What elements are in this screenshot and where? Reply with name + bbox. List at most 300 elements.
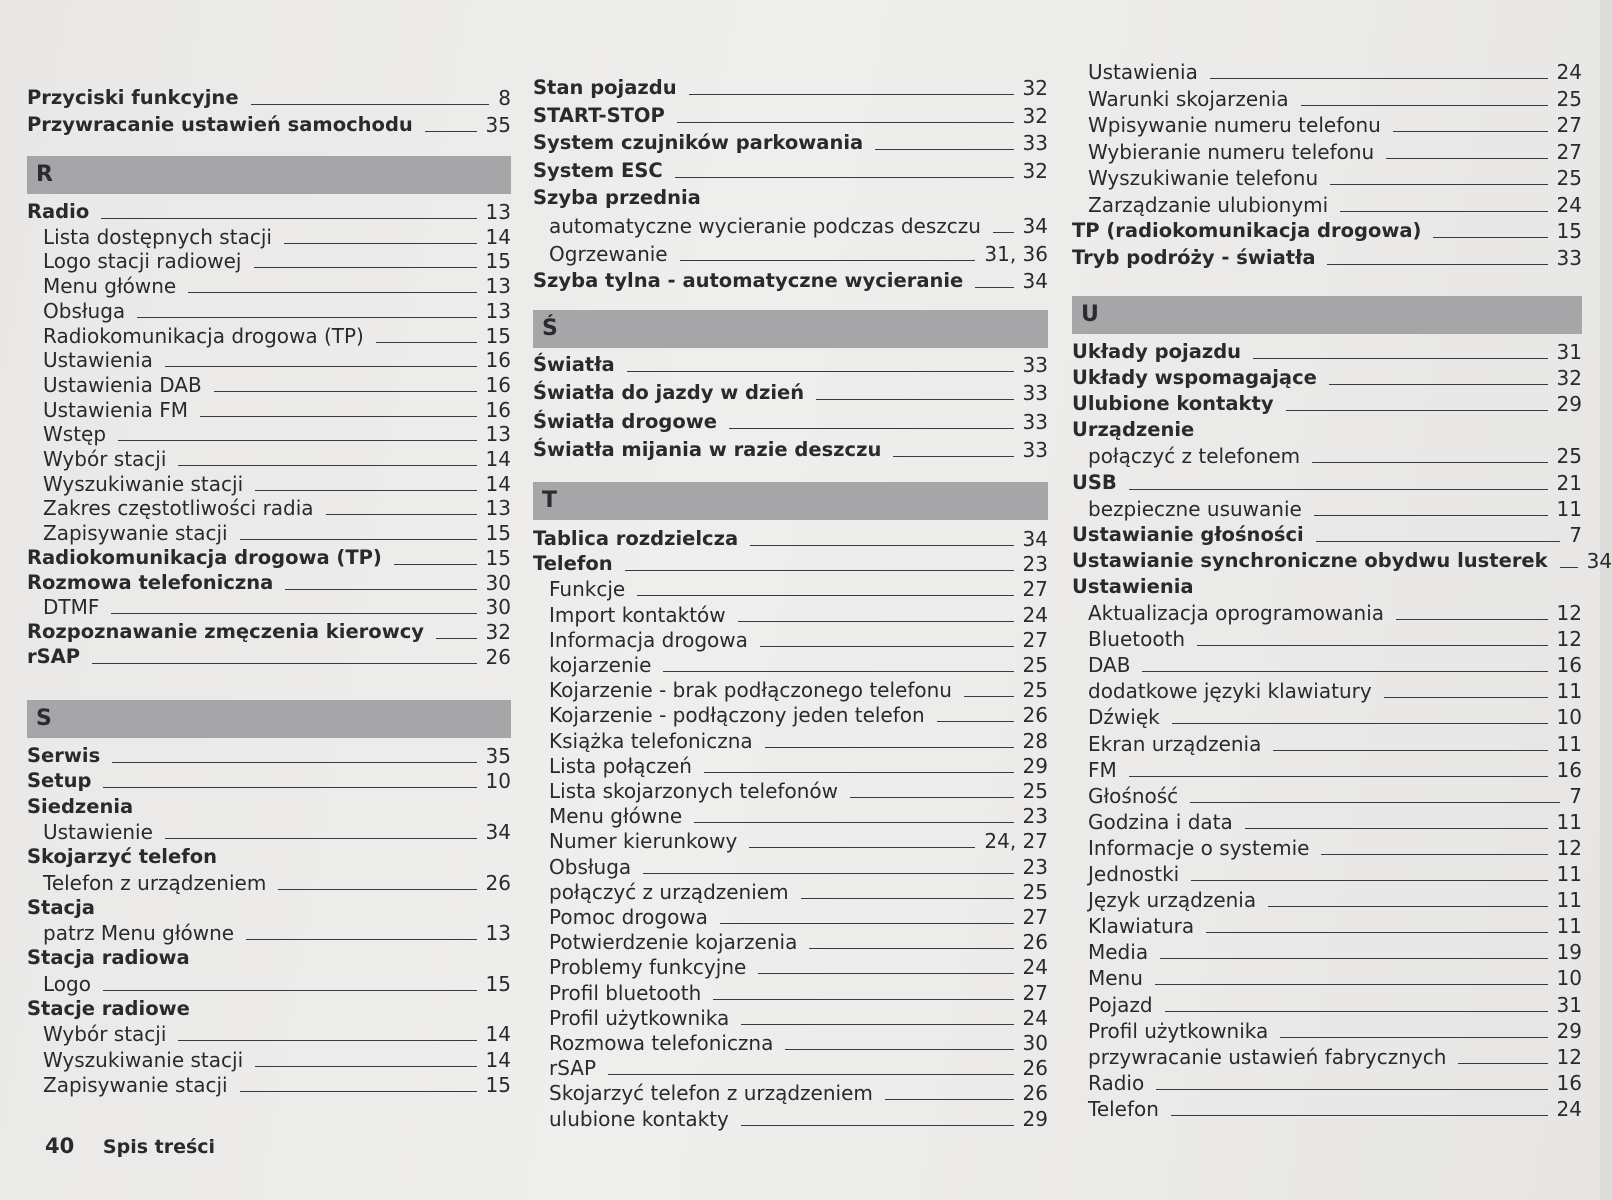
index-entry [1072, 886, 1582, 912]
index-term: Ustawienia [1072, 574, 1194, 598]
leader-line [729, 428, 1014, 429]
page-reference: 13 [485, 200, 511, 224]
page-reference: 24, 27 [984, 829, 1048, 854]
page-reference: 13 [485, 298, 511, 323]
page-reference: 25 [1556, 444, 1582, 469]
index-entry [1072, 860, 1582, 886]
index-term: rSAP [549, 1056, 597, 1081]
leader-line [394, 564, 477, 565]
index-entry [27, 767, 511, 793]
index-entry [1072, 469, 1582, 495]
leader-line [749, 847, 975, 848]
index-entry [533, 1079, 1048, 1105]
index-term: Zapisywanie stacji [43, 521, 228, 546]
page-reference: 31, 36 [984, 241, 1048, 266]
leader-line [1156, 1089, 1547, 1090]
index-entry [1072, 703, 1582, 729]
index-entry [1072, 138, 1582, 164]
section-letter-header: U [1072, 296, 1582, 334]
leader-line [993, 232, 1014, 233]
index-term: Funkcje [549, 577, 626, 602]
index-entry [1072, 442, 1582, 468]
index-entry [533, 777, 1048, 803]
index-term: Radiokomunikacja drogowa (TP) [43, 323, 364, 348]
index-term: Ustawienie [43, 819, 153, 844]
index-term: kojarzenie [549, 653, 652, 677]
page-reference: 11 [1556, 496, 1582, 521]
page-reference: 27 [1556, 139, 1582, 164]
index-term: Profil użytkownika [549, 1005, 730, 1030]
index-entry [1072, 1095, 1582, 1121]
page-reference: 24 [1556, 192, 1582, 217]
index-entry [533, 74, 1048, 100]
page-reference: 25 [1022, 653, 1048, 677]
index-term: patrz Menu główne [43, 921, 235, 946]
page-reference: 25 [1556, 166, 1582, 190]
page-reference: 14 [485, 447, 511, 471]
leader-line [1155, 984, 1548, 985]
leader-line [937, 721, 1014, 722]
index-entry [533, 575, 1048, 601]
page-reference: 15 [485, 1072, 511, 1097]
leader-line [689, 94, 1014, 95]
page-reference: 31 [1556, 340, 1582, 364]
index-term: USB [1072, 470, 1117, 494]
index-term: Wyszukiwanie stacji [43, 1047, 244, 1072]
page-reference: 26 [1022, 1056, 1048, 1081]
page-reference: 16 [485, 397, 511, 422]
index-entry [533, 701, 1048, 727]
index-entry [533, 129, 1048, 155]
leader-line [1340, 211, 1547, 212]
page-reference: 15 [485, 249, 511, 274]
index-entry [533, 626, 1048, 652]
leader-line [1433, 237, 1547, 238]
index-term: Radiokomunikacja drogowa (TP) [27, 545, 382, 569]
index-term: Klawiatura [1088, 914, 1195, 939]
index-entry [1072, 730, 1582, 756]
index-term: Wpisywanie numeru telefonu [1088, 113, 1381, 137]
index-term: Stacja radiowa [27, 946, 190, 970]
page-reference: 13 [485, 422, 511, 447]
index-term: Godzina i data [1088, 809, 1233, 834]
page-number: 40 [45, 1134, 75, 1158]
index-entry [27, 869, 511, 895]
page-reference: 12 [1556, 627, 1582, 652]
page-reference: 35 [485, 744, 511, 768]
page-reference: 11 [1556, 731, 1582, 756]
index-entry [27, 198, 511, 224]
leader-line [1160, 958, 1547, 959]
index-term: Kojarzenie - brak podłączonego telefonu [549, 678, 952, 703]
index-entry [27, 272, 511, 298]
index-entry [533, 1054, 1048, 1080]
leader-line [1314, 515, 1548, 516]
index-term: Wybór stacji [43, 447, 167, 471]
index-entry [27, 793, 511, 819]
index-entry [1072, 390, 1582, 416]
page-reference: 32 [1022, 158, 1048, 183]
leader-line [1191, 880, 1547, 881]
index-term: Ustawianie synchroniczne obydwu lusterek [1072, 548, 1548, 572]
leader-line [1312, 462, 1547, 463]
leader-line [165, 366, 477, 367]
index-entry [1072, 912, 1582, 938]
leader-line [964, 696, 1014, 697]
index-term: Profil bluetooth [549, 980, 702, 1005]
leader-line [704, 772, 1014, 773]
index-term: połączyć z telefonem [1088, 444, 1301, 469]
index-entry [27, 297, 511, 323]
leader-line [643, 873, 1013, 874]
leader-line [675, 177, 1014, 178]
index-term: dodatkowe języki klawiatury [1088, 679, 1372, 704]
page-reference: 7 [1569, 522, 1582, 547]
index-term: Lista skojarzonych telefonów [549, 779, 838, 803]
page-reference: 29 [1022, 1106, 1048, 1131]
leader-line [178, 1040, 476, 1041]
index-entry [27, 544, 511, 570]
index-entry [1072, 58, 1582, 84]
index-term: Język urządzenia [1088, 888, 1257, 913]
leader-line [1142, 671, 1547, 672]
index-entry [533, 550, 1048, 576]
page-reference: 15 [485, 545, 511, 570]
leader-line [758, 973, 1013, 974]
page-reference: 7 [1569, 783, 1582, 808]
page-footer-title: Spis treści [102, 1136, 216, 1158]
page-reference: 34 [1022, 214, 1048, 238]
leader-line [1245, 828, 1548, 829]
page-reference: 24 [1556, 60, 1582, 84]
index-term: Przywracanie ustawień samochodu [27, 113, 413, 136]
leader-line [1206, 932, 1547, 933]
index-term: Światła do jazdy w dzień [533, 381, 805, 405]
leader-line [178, 465, 476, 466]
index-entry [533, 853, 1048, 879]
leader-line [663, 671, 1013, 672]
page-reference: 12 [1556, 1044, 1582, 1069]
index-term: Jednostki [1088, 862, 1180, 886]
index-term: Światła [533, 353, 615, 376]
index-term: połączyć z urządzeniem [549, 879, 789, 904]
index-entry [1072, 416, 1582, 442]
index-term: Książka telefoniczna [549, 728, 753, 753]
index-entry [1072, 364, 1582, 390]
index-term: Logo stacji radiowej [43, 249, 242, 274]
page-reference: 30 [1022, 1031, 1048, 1055]
leader-line [1273, 750, 1547, 751]
leader-line [285, 589, 476, 590]
index-term: Numer kierunkowy [549, 829, 738, 854]
page-reference: 13 [485, 496, 511, 521]
index-entry [1072, 111, 1582, 137]
page-reference: 11 [1556, 914, 1582, 939]
leader-line [1316, 541, 1561, 542]
page-reference: 23 [1022, 854, 1048, 879]
index-entry [1072, 808, 1582, 834]
index-entry [27, 919, 511, 945]
index-term: Bluetooth [1088, 627, 1186, 652]
index-entry [533, 651, 1048, 677]
index-term: Radio [1088, 1070, 1145, 1095]
index-entry [27, 420, 511, 446]
page-reference: 14 [485, 1022, 511, 1047]
index-entry [27, 371, 511, 397]
index-term: Serwis [27, 744, 101, 767]
page-reference: 15 [1556, 219, 1582, 243]
leader-line [1171, 1115, 1548, 1116]
page-reference: 29 [1556, 392, 1582, 417]
page-reference: 23 [1022, 804, 1048, 829]
leader-line [1197, 645, 1547, 646]
index-entry [1072, 599, 1582, 625]
index-entry [27, 470, 511, 496]
index-term: Telefon [1088, 1096, 1159, 1121]
page-reference: 33 [1022, 409, 1048, 434]
page-reference: 10 [1556, 966, 1582, 991]
page-reference: 26 [1022, 703, 1048, 728]
page-reference: 11 [1556, 888, 1582, 913]
page-reference: 32 [1022, 76, 1048, 100]
page-reference: 8 [498, 86, 511, 110]
index-entry [27, 84, 511, 110]
index-term: Dźwięk [1088, 705, 1160, 730]
page-reference: 34 [1022, 527, 1048, 551]
index-term: Układy pojazdu [1072, 340, 1242, 363]
index-entry [533, 727, 1048, 753]
page-reference: 27 [1022, 905, 1048, 929]
index-term: Zarządzanie ulubionymi [1088, 192, 1329, 217]
leader-line [1268, 906, 1547, 907]
leader-line [816, 399, 1013, 400]
leader-line [1165, 1011, 1548, 1012]
index-entry [1072, 1017, 1582, 1043]
index-entry [1072, 217, 1582, 243]
page-reference: 12 [1556, 835, 1582, 860]
leader-line [627, 371, 1014, 372]
index-entry [533, 436, 1048, 462]
index-entry [533, 184, 1048, 210]
page-reference: 35 [485, 113, 511, 137]
section-letter-header: R [27, 156, 511, 194]
page-reference: 15 [485, 323, 511, 348]
leader-line [738, 621, 1014, 622]
index-entry [1072, 547, 1612, 573]
index-term: Zapisywanie stacji [43, 1072, 228, 1097]
leader-line [118, 440, 477, 441]
index-entry [533, 827, 1048, 853]
leader-line [677, 122, 1014, 123]
leader-line [1253, 358, 1548, 359]
leader-line [625, 570, 1014, 571]
leader-line [112, 762, 476, 763]
index-entry [1072, 964, 1582, 990]
page-reference: 13 [485, 274, 511, 299]
page-reference: 13 [485, 921, 511, 946]
page-reference: 33 [1022, 381, 1048, 406]
index-term: System ESC [533, 158, 663, 182]
page-reference: 11 [1556, 862, 1582, 886]
index-term: Szyba przednia [533, 186, 701, 210]
index-term: Profil użytkownika [1088, 1018, 1269, 1043]
index-term: Stacja [27, 895, 95, 919]
section-letter-header: S [27, 700, 511, 738]
page-reference: 25 [1022, 879, 1048, 904]
leader-line [1384, 697, 1548, 698]
page-reference: 27 [1556, 113, 1582, 137]
index-term: Menu główne [43, 274, 177, 299]
index-entry [533, 903, 1048, 929]
index-term: ulubione kontakty [549, 1106, 729, 1131]
index-entry [533, 979, 1048, 1005]
index-term: Światła drogowe [533, 409, 717, 433]
index-term: Ogrzewanie [549, 241, 668, 266]
index-entry [1072, 164, 1582, 190]
index-term: Aktualizacja oprogramowania [1088, 601, 1385, 625]
leader-line [254, 267, 477, 268]
leader-line [1386, 158, 1547, 159]
leader-line [680, 260, 976, 261]
index-term: Skojarzyć telefon z urządzeniem [549, 1081, 873, 1106]
leader-line [376, 342, 477, 343]
page-reference: 28 [1022, 728, 1048, 753]
leader-line [1190, 802, 1560, 803]
index-entry [1072, 521, 1582, 547]
section-letter-header: Ś [533, 310, 1048, 348]
page-reference: 34 [1586, 548, 1612, 573]
leader-line [278, 889, 476, 890]
page-reference: 15 [485, 521, 511, 546]
leader-line [137, 317, 476, 318]
index-term: DAB [1088, 653, 1131, 678]
index-term: Wyszukiwanie stacji [43, 471, 244, 496]
leader-line [741, 1024, 1013, 1025]
index-entry [27, 618, 511, 644]
leader-line [1301, 105, 1548, 106]
index-entry [533, 752, 1048, 778]
index-entry [1072, 991, 1582, 1017]
index-term: Warunki skojarzenia [1088, 86, 1289, 111]
index-entry [533, 351, 1048, 377]
index-entry [27, 519, 511, 545]
page-reference: 16 [485, 348, 511, 373]
index-entry [1072, 651, 1582, 677]
index-term: Obsługa [43, 298, 126, 323]
index-entry [1072, 338, 1582, 364]
page-reference: 15 [485, 971, 511, 996]
leader-line [1393, 131, 1548, 132]
section-letter-header: T [533, 482, 1048, 520]
page-reference: 24 [1022, 602, 1048, 627]
index-entry [1072, 244, 1582, 270]
index-term: Pojazd [1088, 992, 1153, 1017]
leader-line [1210, 78, 1548, 79]
index-term: Wstęp [43, 422, 107, 447]
index-term: Skojarzyć telefon [27, 845, 217, 869]
index-term: Obsługa [549, 854, 632, 879]
page-reference: 30 [485, 595, 511, 620]
index-term: Ustawianie głośności [1072, 522, 1304, 546]
index-term: Lista połączeń [549, 753, 692, 778]
index-term: Ulubione kontakty [1072, 392, 1274, 416]
page-reference: 33 [1022, 437, 1048, 462]
index-term: System czujników parkowania [533, 131, 864, 155]
index-entry [1072, 834, 1582, 860]
index-entry [27, 445, 511, 471]
leader-line [975, 287, 1013, 288]
index-term: FM [1088, 757, 1117, 782]
page-reference: 11 [1556, 809, 1582, 834]
index-term: automatyczne wycieranie podczas deszczu [549, 214, 981, 238]
leader-line [608, 1074, 1014, 1075]
index-entry [27, 569, 511, 595]
index-term: Radio [27, 200, 90, 223]
page-reference: 33 [1556, 245, 1582, 270]
index-entry [27, 396, 511, 422]
index-entry [27, 223, 511, 249]
page-reference: 26 [485, 644, 511, 669]
index-entry [533, 525, 1048, 551]
index-entry [27, 1046, 511, 1072]
index-entry [1072, 495, 1582, 521]
leader-line [240, 539, 477, 540]
index-term: Ustawienia [1088, 60, 1198, 84]
index-term: Rozmowa telefoniczna [549, 1031, 774, 1055]
leader-line [425, 131, 477, 132]
index-entry [1072, 756, 1582, 782]
leader-line [850, 797, 1014, 798]
page-reference: 16 [1556, 653, 1582, 678]
page-reference: 19 [1556, 940, 1582, 965]
index-entry [533, 267, 1048, 293]
index-entry [533, 157, 1048, 183]
index-entry [1072, 1069, 1582, 1095]
index-entry [533, 676, 1048, 702]
index-entry [1072, 677, 1582, 703]
page-reference: 30 [485, 570, 511, 595]
index-term: Zakres częstotliwości radia [43, 496, 314, 521]
leader-line [200, 416, 477, 417]
index-term: Układy wspomagające [1072, 366, 1317, 390]
index-term: Informacja drogowa [549, 627, 748, 652]
page-reference: 11 [1556, 679, 1582, 704]
index-entry [27, 894, 511, 920]
leader-line [785, 1049, 1013, 1050]
index-term: Rozmowa telefoniczna [27, 570, 274, 594]
leader-line [326, 514, 477, 515]
page-reference: 25 [1022, 779, 1048, 803]
leader-line [214, 391, 477, 392]
leader-line [1129, 489, 1548, 490]
leader-line [255, 1066, 476, 1067]
leader-line [188, 292, 476, 293]
leader-line [255, 490, 476, 491]
page-reference: 24 [1022, 955, 1048, 980]
index-term: Import kontaktów [549, 602, 726, 627]
index-entry [533, 408, 1048, 434]
index-entry [27, 346, 511, 372]
index-entry [27, 247, 511, 273]
index-entry [27, 944, 511, 970]
index-term: Telefon z urządzeniem [43, 870, 267, 895]
page-reference: 23 [1022, 552, 1048, 577]
index-term: Media [1088, 940, 1149, 965]
leader-line [893, 456, 1013, 457]
page-footer [45, 1134, 215, 1158]
leader-line [436, 638, 477, 639]
index-term: bezpieczne usuwanie [1088, 496, 1302, 521]
